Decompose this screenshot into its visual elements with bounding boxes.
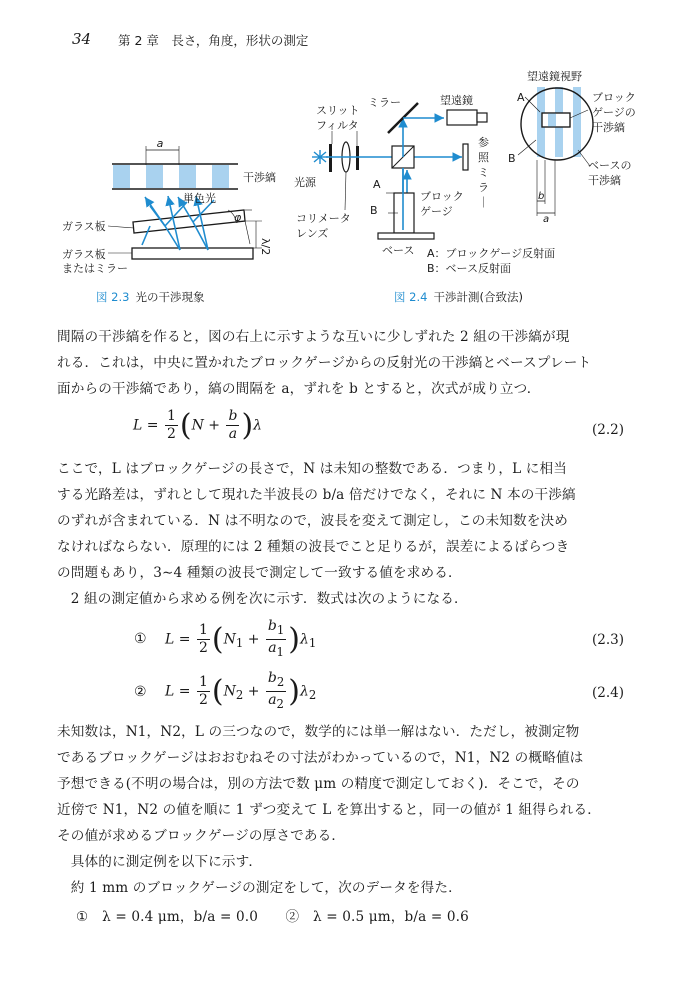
equation-2-4-marker: ②	[134, 684, 147, 700]
text-line: ここで，L はブロックゲージの長さで，N は未知の整数である．つまり，L に相当	[57, 461, 568, 477]
fig24-legend-a: A：ブロックゲージ反射面	[427, 247, 556, 260]
equation-2-2: L = $\frac{1}{2}$ (N + $\frac{b}{a}$ )λ	[133, 408, 263, 443]
svg-text:ラ: ラ	[478, 181, 489, 194]
text-line: 具体的に測定例を以下に示す．	[57, 854, 263, 870]
fig24-fov-block-3: 干渉縞	[592, 121, 625, 134]
text-line: 予想できる(不明の場合は，別の方法で数 μm の精度で測定しておく)．そこで，その	[57, 776, 580, 792]
chapter-heading: 第 2 章 長さ，角度，形状の測定	[118, 33, 309, 48]
fig24-legend-b: B：ベース反射面	[427, 262, 511, 275]
equation-2-3-marker: ①	[134, 631, 147, 647]
svg-text:｜: ｜	[478, 196, 489, 209]
fig24-caption-text: 干渉計測(合致法)	[433, 290, 523, 304]
text-line: する光路差は，ずれとして現れた半波長の b/a 倍だけでなく，それに N 本の干渉縞	[57, 487, 576, 503]
fig23-caption-text: 光の干渉現象	[135, 290, 205, 304]
data-line: ① λ = 0.4 μm，b/a = 0.0 ② λ = 0.5 μm，b/a = 0.6	[76, 909, 469, 925]
text-line: なければならない．原理的には 2 種類の波長でこと足りるが，誤差によるばらつき	[57, 539, 570, 555]
fringe-band	[113, 165, 130, 188]
fig24-collimator-2: レンズ	[296, 227, 329, 240]
fig23-label-a: a	[156, 137, 164, 150]
fig24-fov-b: B	[508, 152, 516, 165]
fringe-band	[179, 165, 196, 188]
fig24-slit-2: フィルタ	[316, 119, 359, 132]
fig24-fov-a: A	[517, 91, 525, 104]
text-line: 未知数は，N1，N2，L の三つなので，数学的には単一解はない．ただし，被測定物	[57, 724, 580, 740]
fig23-fringes	[112, 146, 238, 189]
text-line: れる．これは，中央に置かれたブロックゲージからの反射光の干渉縞とベースプレート	[57, 355, 592, 371]
paragraph-1	[57, 324, 591, 402]
paragraph-2	[57, 456, 576, 612]
fig24-fov-base-1: ベースの	[588, 159, 632, 172]
fig24-caption	[394, 289, 523, 305]
text-line: 近傍で N1，N2 の値を順に 1 ずつ変えて L を算出すると，同一の値が 1 組得られる．	[57, 802, 602, 818]
fig24-source: 光源	[294, 176, 316, 189]
text-line: 間隔の干渉縞を作ると，図の右上に示すような互いに少しずれた 2 組の干渉縞が現	[57, 329, 570, 345]
fig24-fov	[518, 87, 593, 216]
text-line: であるブロックゲージはおおむねその寸法がわかっているので，N1，N2 の概略値は	[57, 750, 584, 766]
fringe-band	[212, 165, 229, 188]
equation-2-3-number: (2.3)	[592, 632, 625, 648]
fig23-label-mono: 単色光	[183, 192, 216, 205]
fig23-caption-number: 図 2.3	[96, 290, 130, 304]
page-number: 34	[72, 30, 92, 48]
paragraph-3	[57, 719, 601, 901]
equation-2-2-number: (2.2)	[592, 422, 625, 438]
text-line: の問題もあり，3∼4 種類の波長で測定して一致する値を求める．	[57, 565, 462, 581]
fig23-label-fringes: 干渉縞	[243, 171, 276, 184]
svg-text:ミ: ミ	[478, 166, 489, 179]
fig24-slit-1: スリット	[316, 104, 360, 117]
fig24-caption-number: 図 2.4	[394, 290, 428, 304]
text-line: のずれが含まれている．N は不明なので，波長を変えて測定し，この未知数を決め	[57, 513, 569, 529]
fig23-caption	[96, 289, 204, 305]
fig23-label-glass: ガラス板	[62, 220, 106, 233]
fringe-band	[146, 165, 163, 188]
svg-text:参: 参	[478, 136, 489, 149]
fig24-mirror: ミラー	[368, 96, 401, 109]
fig23-label-glass-mirror-1: ガラス板	[62, 248, 106, 261]
fig24-ref-mirror-label	[478, 135, 490, 209]
fig23-label-phi: φ	[234, 211, 242, 224]
fig24-block-2: ゲージ	[420, 205, 453, 218]
fig24-fov-title: 望遠鏡視野	[527, 70, 582, 83]
fig24-block-1: ブロック	[420, 190, 464, 203]
text-line: 2 組の測定値から求める例を次に示す．数式は次のようになる．	[57, 591, 468, 607]
equation-2-4: L = $\frac{1}{2}$ ($N_2$ + $\frac{b_2}{a_2}$ )$\lambda_2$	[165, 670, 317, 711]
text-line: 約 1 mm のブロックゲージの測定をして，次のデータを得た．	[57, 880, 462, 896]
fig24-fov-block-2: ゲージの	[592, 106, 636, 119]
fig24-collimator-1: コリメータ	[296, 212, 351, 225]
fig23-label-glass-mirror-2: またはミラー	[62, 262, 128, 275]
fig24-point-a: A	[373, 178, 381, 191]
fig23-label-lambda: λ/2	[259, 238, 272, 256]
equation-2-3: L = $\frac{1}{2}$ ($N_1$ + $\frac{b_1}{a_1}$ )$\lambda_1$	[165, 618, 317, 659]
fig24-base: ベース	[382, 244, 415, 257]
equation-2-4-number: (2.4)	[592, 685, 625, 701]
fig24-fov-a-small: a	[543, 214, 550, 225]
fig24-fov-base-2: 干渉縞	[588, 174, 621, 187]
figures-svg	[0, 0, 700, 310]
svg-text:照: 照	[478, 151, 489, 164]
text-line: 面からの干渉縞であり，縞の間隔を a，ずれを b とすると，次式が成り立つ．	[57, 381, 541, 397]
text-line: その値が求めるブロックゲージの厚さである．	[57, 828, 346, 844]
fig24-fov-b-small: b	[538, 191, 545, 202]
fig24-fov-block-1: ブロック	[592, 91, 636, 104]
fig24-telescope: 望遠鏡	[440, 94, 473, 107]
fig24-point-b: B	[370, 204, 378, 217]
